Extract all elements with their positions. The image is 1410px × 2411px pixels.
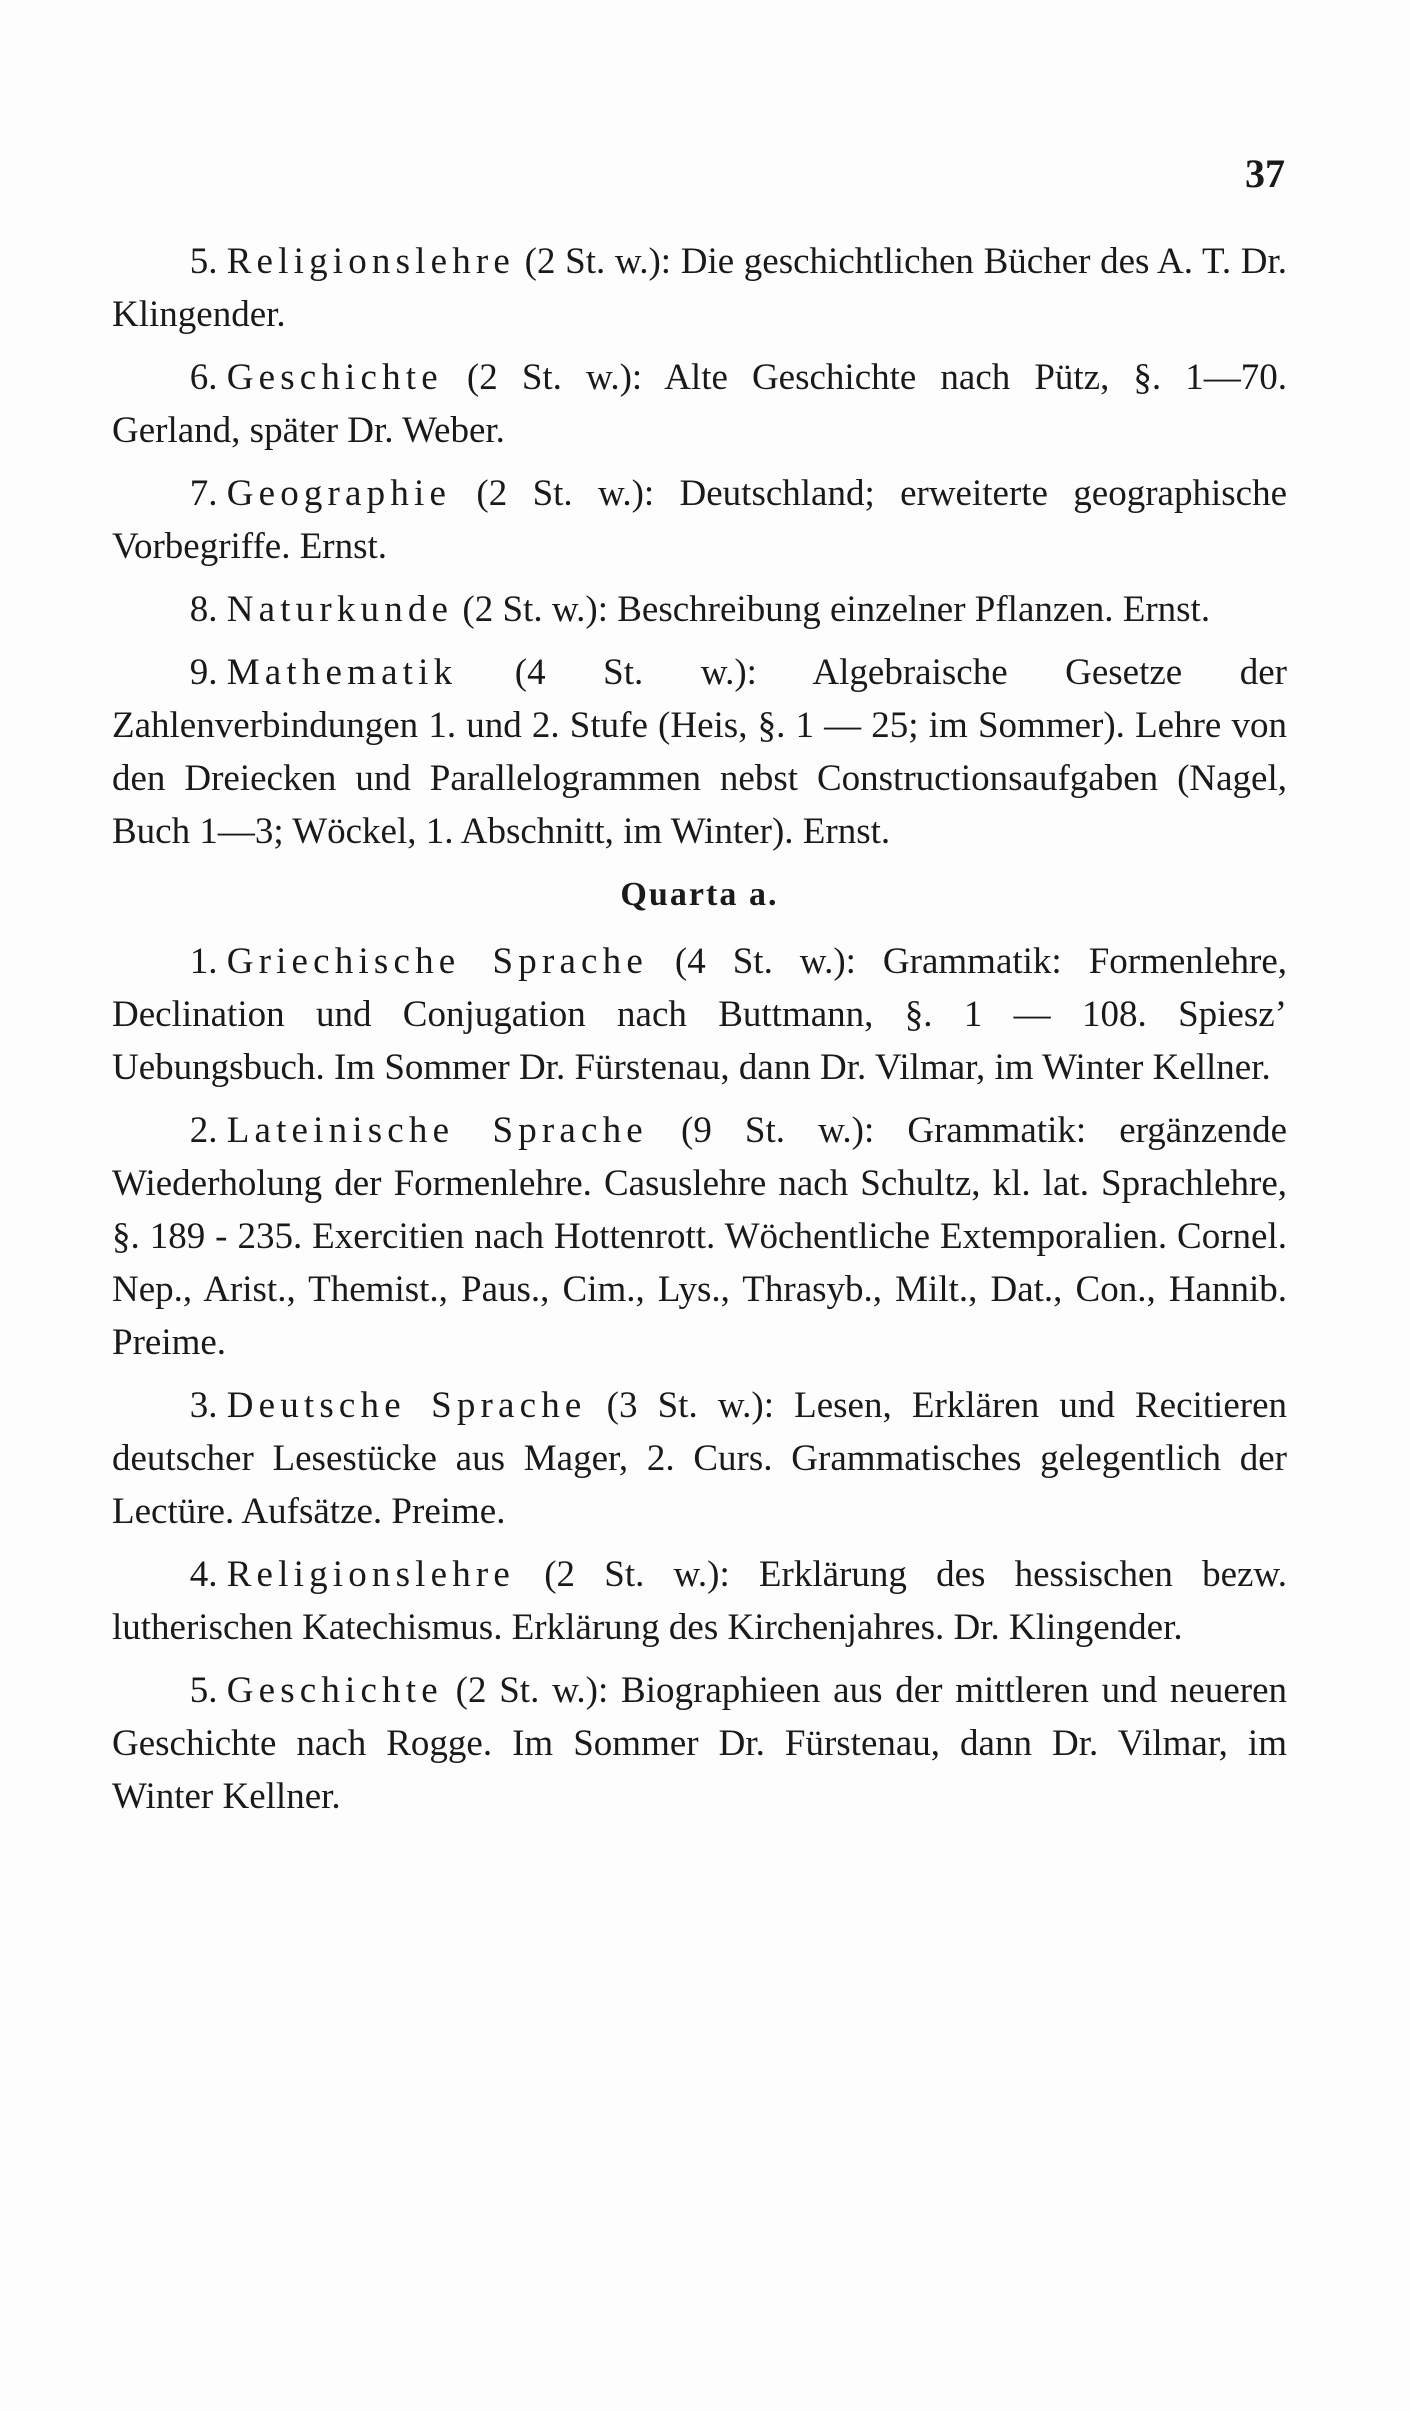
paragraph-text: (9 St. w.): Grammatik: ergänzende Wiederholung der Formenlehre. Casuslehre nach Schultz, kl. lat. Sprachlehre, §. 189 - 235. Exercitien nach Hottenrott. Wöchentliche Extemporalien. Cornel. Nep., Arist., Themist., Paus., Cim., Lys., Thrasyb., Milt., Dat., Con., Hannib. Preime. <box>112 1110 1287 1363</box>
subject-title: Religionslehre <box>226 241 515 282</box>
paragraph-text: (2 St. w.): Biographieen aus der mittleren und neueren Geschichte nach Rogge. Im Sommer Dr. Fürstenau, dann Dr. Vilmar, im Winter Kellner. <box>112 1670 1287 1817</box>
section-heading: Quarta a. <box>620 876 779 913</box>
paragraph-text: (2 St. w.): Deutschland; erweiterte geographische Vorbegriffe. Ernst. <box>112 473 1287 567</box>
paragraph-number: 6. <box>189 357 218 398</box>
subject-title: Religionslehre <box>226 1554 515 1595</box>
subject-title: Deutsche Sprache <box>226 1385 587 1426</box>
paragraph-geographie <box>112 467 1287 573</box>
paragraph-religionslehre-2 <box>112 1548 1287 1654</box>
paragraph-number: 3. <box>189 1385 218 1426</box>
paragraph-geschichte-1 <box>112 351 1287 457</box>
paragraph-griechische-sprache <box>112 935 1287 1094</box>
paragraph-number: 5. <box>189 1670 218 1711</box>
body-text <box>112 235 1287 1833</box>
paragraph-text: (4 St. w.): Grammatik: Formenlehre, Declination und Conjugation nach Buttmann, §. 1 — 108. Spiesz’ Uebungsbuch. Im Sommer Dr. Fürstenau, dann Dr. Vilmar, im Winter Kellner. <box>112 941 1287 1088</box>
paragraph-text: (2 St. w.): Alte Geschichte nach Pütz, §. 1—70. Gerland, später Dr. Weber. <box>112 357 1287 451</box>
paragraph-number: 7. <box>189 473 218 514</box>
paragraph-geschichte-2 <box>112 1664 1287 1823</box>
paragraph-lateinische-sprache <box>112 1104 1287 1369</box>
subject-title: Geographie <box>226 473 452 514</box>
paragraph-text: (4 St. w.): Algebraische Gesetze der Zahlenverbindungen 1. und 2. Stufe (Heis, §. 1 — 25; im Sommer). Lehre von den Dreiecken und Parallelogrammen nebst Constructionsaufgaben (Nagel, Buch 1—3; Wöckel, 1. Abschnitt, im Winter). Ernst. <box>112 652 1287 852</box>
paragraph-text: (2 St. w.): Die geschichtlichen Bücher des A. T. Dr. Klingender. <box>112 241 1287 335</box>
paragraph-text: (3 St. w.): Lesen, Erklären und Recitieren deutscher Lesestücke aus Mager, 2. Curs. Grammatisches gelegentlich der Lectüre. Aufsätze. Preime. <box>112 1385 1287 1532</box>
subject-title: Geschichte <box>226 1670 443 1711</box>
subject-title: Naturkunde <box>226 589 454 630</box>
subject-title: Lateinische Sprache <box>226 1110 648 1151</box>
subject-title: Mathematik <box>226 652 458 693</box>
paragraph-text: (2 St. w.): Erklärung des hessischen bezw. lutherischen Katechismus. Erklärung des Kirchenjahres. Dr. Klingender. <box>112 1554 1287 1648</box>
paragraph-number: 4. <box>189 1554 218 1595</box>
paragraph-religionslehre-1 <box>112 235 1287 341</box>
page-number: 37 <box>1245 151 1285 196</box>
paragraph-number: 2. <box>189 1110 218 1151</box>
subject-title: Geschichte <box>226 357 443 398</box>
paragraph-number: 8. <box>189 589 218 630</box>
paragraph-mathematik <box>112 646 1287 858</box>
paragraph-naturkunde <box>112 583 1287 636</box>
subject-title: Griechische Sprache <box>226 941 648 982</box>
paragraph-number: 1. <box>189 941 218 982</box>
paragraph-deutsche-sprache <box>112 1379 1287 1538</box>
paragraph-text: (2 St. w.): Beschreibung einzelner Pflanzen. Ernst. <box>453 589 1211 630</box>
paragraph-number: 5. <box>189 241 218 282</box>
paragraph-number: 9. <box>189 652 218 693</box>
